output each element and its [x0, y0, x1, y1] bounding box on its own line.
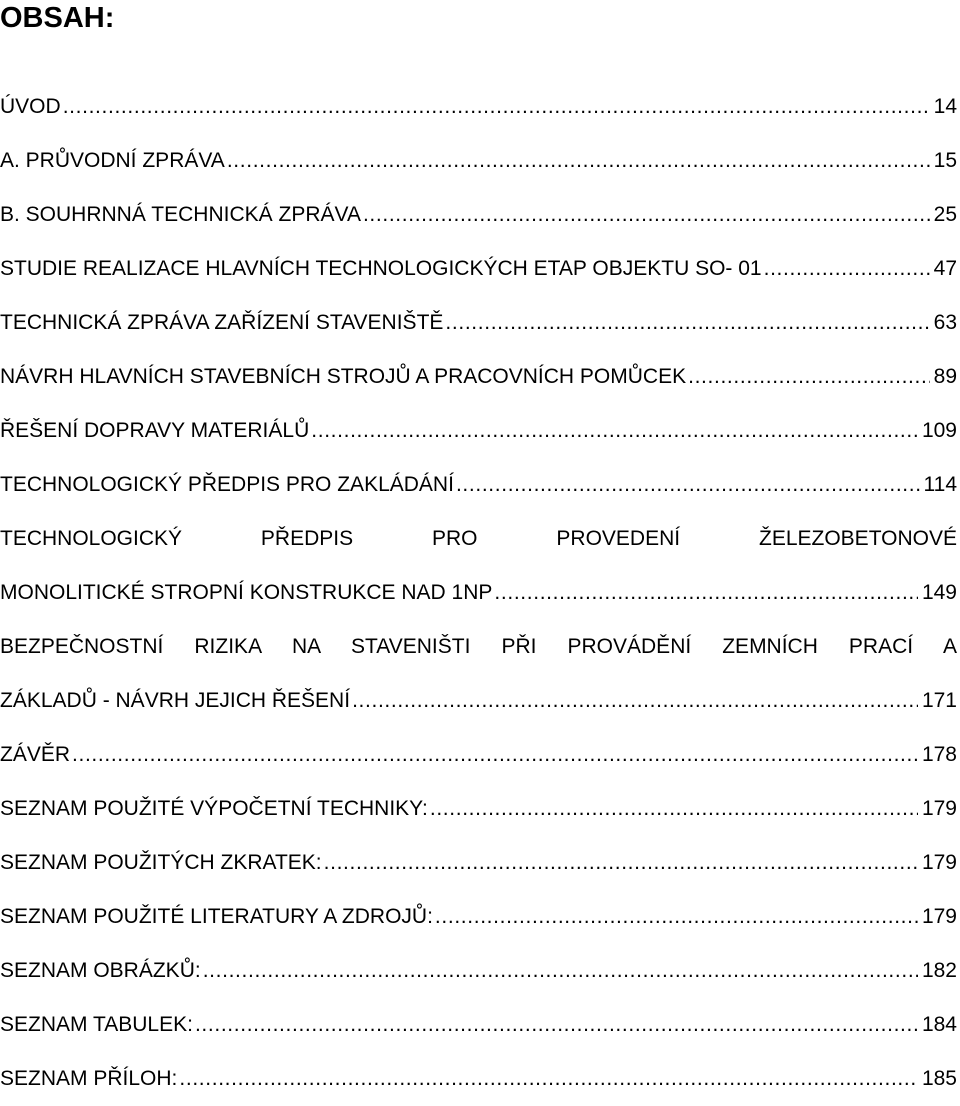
- toc-entry-title: NÁVRH HLAVNÍCH STAVEBNÍCH STROJŮ A PRACOVNÍCH POMŮCEK: [0, 350, 688, 404]
- toc-entry-rizika[interactable]: [0, 674, 957, 728]
- toc-entry-page: 149: [921, 581, 957, 604]
- toc-entry-title: TECHNOLOGICKÝ PŘEDPIS PRO ZAKLÁDÁNÍ: [0, 458, 456, 512]
- toc-entry-title: ZÁVĚR: [0, 728, 72, 782]
- toc-entry-title: STUDIE REALIZACE HLAVNÍCH TECHNOLOGICKÝCH ETAP OBJEKTU SO- 01: [0, 242, 764, 296]
- toc-entry-title: SEZNAM POUŽITÝCH ZKRATEK:: [0, 836, 324, 890]
- toc-entry-page: 109: [921, 419, 957, 442]
- toc-entry-page: 179: [921, 797, 957, 820]
- dot-leader: [203, 944, 918, 998]
- dot-leader: [494, 566, 918, 620]
- toc-entry-a[interactable]: [0, 134, 957, 188]
- toc-entry-page: 63: [933, 311, 957, 334]
- dot-leader: [311, 404, 918, 458]
- toc-entry-obrazky[interactable]: [0, 944, 957, 998]
- dot-leader: [324, 836, 918, 890]
- toc-entry-b[interactable]: [0, 188, 957, 242]
- dot-leader: [195, 998, 918, 1052]
- toc-entry-title: ZÁKLADŮ - NÁVRH JEJICH ŘEŠENÍ: [0, 674, 352, 728]
- dot-leader: [227, 134, 930, 188]
- toc-entry-prilohy[interactable]: [0, 1052, 957, 1106]
- toc-entry-title: ÚVOD: [0, 80, 63, 134]
- toc-entry-page: 178: [921, 743, 957, 766]
- dot-leader: [179, 1052, 918, 1106]
- toc-entry-page: 14: [933, 95, 957, 118]
- toc-entry-doprava[interactable]: [0, 404, 957, 458]
- toc-entry-title: A. PRŮVODNÍ ZPRÁVA: [0, 134, 227, 188]
- toc-entry-title: TECHNICKÁ ZPRÁVA ZAŘÍZENÍ STAVENIŠTĚ: [0, 296, 445, 350]
- toc-entry-technika[interactable]: [0, 782, 957, 836]
- toc-entry-strop[interactable]: [0, 566, 957, 620]
- table-of-contents: [0, 80, 957, 1106]
- toc-entry-strop-line1[interactable]: [0, 512, 957, 566]
- toc-entry-zaver[interactable]: [0, 728, 957, 782]
- toc-entry-page: 179: [921, 905, 957, 928]
- dot-leader: [352, 674, 918, 728]
- toc-entry-page: 47: [933, 257, 957, 280]
- toc-entry-title: BEZPEČNOSTNÍ RIZIKA NA STAVENIŠTI PŘI PROVÁDĚNÍ ZEMNÍCH PRACÍ A: [0, 635, 957, 658]
- toc-entry-stroje[interactable]: [0, 350, 957, 404]
- toc-entry-page: 171: [921, 689, 957, 712]
- toc-entry-title: SEZNAM TABULEK:: [0, 998, 195, 1052]
- toc-entry-page: 185: [921, 1067, 957, 1090]
- toc-entry-staveniste[interactable]: [0, 296, 957, 350]
- toc-entry-zkratky[interactable]: [0, 836, 957, 890]
- dot-leader: [445, 296, 929, 350]
- toc-entry-page: 114: [923, 473, 957, 496]
- toc-entry-title: ŘEŠENÍ DOPRAVY MATERIÁLŮ: [0, 404, 311, 458]
- toc-entry-title: TECHNOLOGICKÝ PŘEDPIS PRO PROVEDENÍ ŽELEZOBETONOVÉ: [0, 527, 957, 550]
- dot-leader: [764, 242, 930, 296]
- dot-leader: [688, 350, 930, 404]
- toc-entry-title: SEZNAM POUŽITÉ VÝPOČETNÍ TECHNIKY:: [0, 782, 430, 836]
- page-title: OBSAH:: [0, 2, 115, 34]
- toc-entry-title: B. SOUHRNNÁ TECHNICKÁ ZPRÁVA: [0, 188, 363, 242]
- toc-entry-zakladani[interactable]: [0, 458, 957, 512]
- toc-entry-literatura[interactable]: [0, 890, 957, 944]
- toc-entry-title: SEZNAM POUŽITÉ LITERATURY A ZDROJŮ:: [0, 890, 435, 944]
- dot-leader: [430, 782, 918, 836]
- dot-leader: [456, 458, 920, 512]
- toc-entry-tabulky[interactable]: [0, 998, 957, 1052]
- dot-leader: [363, 188, 930, 242]
- toc-entry-title: SEZNAM PŘÍLOH:: [0, 1052, 179, 1106]
- toc-entry-rizika-line1[interactable]: [0, 620, 957, 674]
- toc-entry-page: 182: [921, 959, 957, 982]
- dot-leader: [435, 890, 918, 944]
- toc-entry-uvod[interactable]: [0, 80, 957, 134]
- toc-entry-page: 184: [921, 1013, 957, 1036]
- dot-leader: [72, 728, 918, 782]
- toc-entry-page: 25: [933, 203, 957, 226]
- toc-entry-title: SEZNAM OBRÁZKŮ:: [0, 944, 203, 998]
- toc-entry-title: MONOLITICKÉ STROPNÍ KONSTRUKCE NAD 1NP: [0, 566, 494, 620]
- toc-entry-page: 89: [933, 365, 957, 388]
- dot-leader: [63, 80, 930, 134]
- toc-entry-page: 179: [921, 851, 957, 874]
- toc-entry-studie[interactable]: [0, 242, 957, 296]
- toc-entry-page: 15: [933, 149, 957, 172]
